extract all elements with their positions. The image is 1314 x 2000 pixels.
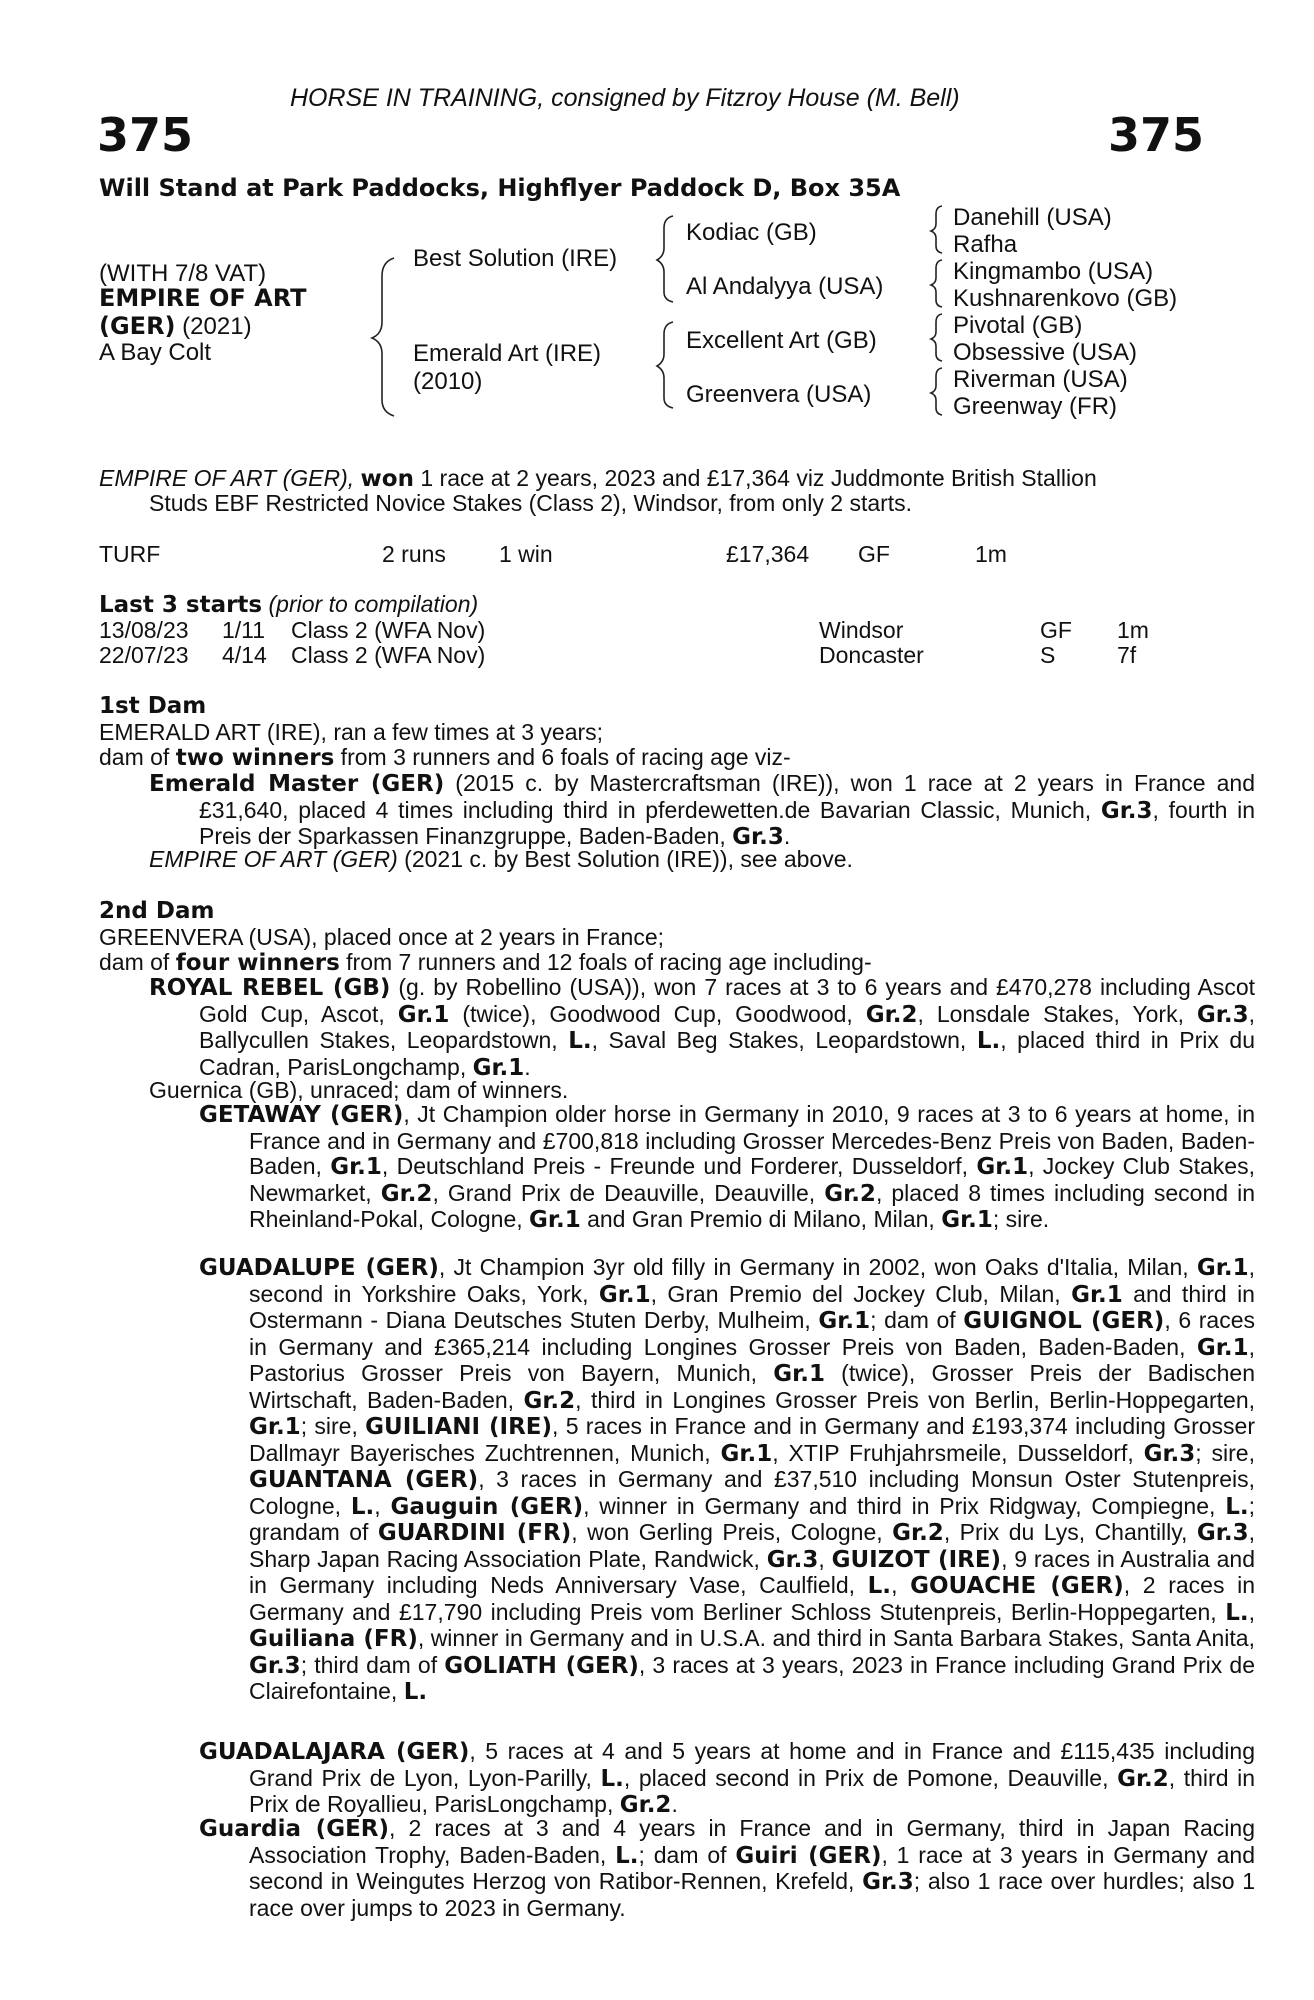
brace-g4 bbox=[931, 368, 942, 415]
first-dam-section bbox=[99, 694, 791, 772]
lot-number-right: 375 bbox=[1107, 108, 1204, 162]
first-dam-title: 1st Dam bbox=[99, 693, 207, 719]
sire-dam: Al Andalyya (USA) bbox=[686, 273, 884, 300]
grandsire-4: Riverman (USA) bbox=[953, 366, 1128, 393]
record-prize: £17,364 bbox=[726, 541, 810, 567]
brace-g1 bbox=[931, 206, 942, 253]
dam-sire: Excellent Art (GB) bbox=[686, 327, 877, 354]
progeny-guernica: Guernica (GB), unraced; dam of winners. bbox=[149, 1077, 569, 1103]
second-dam-section bbox=[99, 899, 872, 977]
summary-line-2: Studs EBF Restricted Novice Stakes (Class 2), Windsor, from only 2 starts. bbox=[149, 490, 913, 516]
record-runs: 2 runs bbox=[382, 541, 446, 567]
brace-g2 bbox=[931, 260, 942, 307]
last-starts-title: Last 3 starts bbox=[99, 592, 263, 618]
first-dam-winners: two winners bbox=[175, 745, 335, 771]
first-dam-dam-of: dam of bbox=[99, 744, 176, 770]
granddam-2: Kushnarenkovo (GB) bbox=[953, 285, 1178, 312]
brace-g3 bbox=[931, 314, 942, 361]
grandsire-3: Pivotal (GB) bbox=[953, 312, 1083, 339]
stand-location: Will Stand at Park Paddocks, Highflyer Paddock D, Box 35A bbox=[99, 174, 901, 202]
start-date: 13/08/23 bbox=[99, 617, 189, 643]
horse-description: A Bay Colt bbox=[99, 339, 212, 366]
start-course: Windsor bbox=[819, 617, 904, 643]
record-wins: 1 win bbox=[499, 541, 553, 567]
progeny-guadalupe: GUADALUPE (GER), Jt Champion 3yr old filly in Germany in 2002, won Oaks d'Italia, Milan, Gr.1, second in Yorkshire Oaks, York, Gr.1, Gran Premio del Jockey Club, Milan, Gr.1 and third in Ostermann - Diana Deutsches Stuten Derby, Mulheim, Gr.1; dam of GUIGNOL (GER), 6 races in Germany and £365,214 including Longines Grosser Preis von Baden, Baden-Baden, Gr.1, Pastorius Grosser Preis von Bayern, Munich, Gr.1 (twice), Grosser Preis der Badischen Wirtschaft, Baden-Baden, Gr.2, third in Longines Grosser Preis von Berlin, Berlin-Hoppegarten, Gr.1; sire, GUILIANI (IRE), 5 races in France and in Germany and £193,374 including Grosser Dallmayr Bayerisches Zuchtrennen, Munich, Gr.1, XTIP Fruhjahrsmeile, Dusseldorf, Gr.3; sire, GUANTANA (GER), 3 races in Germany and £37,510 including Monsun Oster Stutenpreis, Cologne, L., Gauguin (GER), winner in Germany and third in Prix Ridgway, Compiegne, L.; grandam of GUARDINI (FR), won Gerling Preis, Cologne, Gr.2, Prix du Lys, Chantilly, Gr.3, Sharp Japan Racing Association Plate, Randwick, Gr.3, GUIZOT (IRE), 9 races in Australia and in Germany including Neds Anniversary Vase, Caulfield, L., GOUACHE (GER), 2 races in Germany and £17,790 including Preis vom Berliner Schloss Stutenpreis, Berlin-Hoppegarten, L., Guiliana (FR), winner in Germany and in U.S.A. and third in Santa Barbara Stakes, Santa Anita, Gr.3; third dam of GOLIATH (GER), 3 races at 3 years, 2023 in France including Grand Prix de Clairefontaine, L. bbox=[199, 1254, 1256, 1705]
progeny-royal-rebel: ROYAL REBEL (GB) (g. by Robellino (USA)), won 7 races at 3 to 6 years and £470,278 including Ascot Gold Cup, Ascot, Gr.1 (twice), Goodwood Cup, Goodwood, Gr.2, Lonsdale Stakes, York, Gr.3, Ballycullen Stakes, Leopardstown, L., Saval Beg Stakes, Leopardstown, L., placed third in Prix du Cadran, ParisLongchamp, Gr.1. bbox=[149, 974, 1256, 1081]
horse-year: (2021) bbox=[175, 313, 252, 340]
horse-country: (GER) bbox=[99, 312, 176, 340]
summary-text: 1 race at 2 years, 2023 and £17,364 viz Juddmonte British Stallion bbox=[413, 465, 1097, 491]
start-class: Class 2 (WFA Nov) bbox=[291, 642, 486, 668]
second-dam-dam-of: dam of bbox=[99, 949, 176, 975]
sire-name: Best Solution (IRE) bbox=[413, 245, 618, 272]
progeny-emerald-master: Emerald Master (GER) (2015 c. by Mastercraftsman (IRE)), won 1 race at 2 years in France and £31,640, placed 4 times including third in pferdewetten.de Bavarian Classic, Munich, Gr.3, fourth in Preis der Sparkassen Finanzgruppe, Baden-Baden, Gr.3. bbox=[149, 770, 1255, 850]
first-dam-runners: from 3 runners and 6 foals of racing age viz- bbox=[334, 744, 791, 770]
progeny-guadalajara: GUADALAJARA (GER), 5 races at 4 and 5 years at home and in France and £115,435 including Grand Prix de Lyon, Lyon-Parilly, L., placed second in Prix de Pomone, Deauville, Gr.2, third in Prix de Royallieu, ParisLongchamp, Gr.2. bbox=[199, 1738, 1255, 1818]
brace-sire bbox=[657, 216, 673, 302]
second-dam-title: 2nd Dam bbox=[99, 898, 215, 924]
second-dam-line-1: GREENVERA (USA), placed once at 2 years in France; bbox=[99, 923, 665, 950]
progeny-getaway: GETAWAY (GER), Jt Champion older horse in Germany in 2010, 9 races at 3 to 6 years at home, in France and in Germany and £700,818 including Grosser Mercedes-Benz Preis von Baden, Baden-Baden, Gr.1, Deutschland Preis - Freunde und Forderer, Dusseldorf, Gr.1, Jockey Club Stakes, Newmarket, Gr.2, Grand Prix de Deauville, Deauville, Gr.2, placed 8 times including second in Rheinland-Pokal, Cologne, Gr.1 and Gran Premio di Milano, Milan, Gr.1; sire. bbox=[199, 1101, 1256, 1233]
second-dam-line-2 bbox=[99, 950, 872, 977]
lot-number-left: 375 bbox=[97, 108, 194, 162]
start-position: 4/14 bbox=[222, 642, 267, 668]
first-dam-line-2 bbox=[99, 745, 791, 772]
start-date: 22/07/23 bbox=[99, 642, 189, 668]
record-surface: TURF bbox=[99, 541, 161, 567]
granddam-1: Rafha bbox=[953, 231, 1018, 258]
start-distance: 1m bbox=[1117, 617, 1149, 643]
last-starts-note: (prior to compilation) bbox=[268, 591, 479, 617]
start-distance: 7f bbox=[1117, 642, 1137, 668]
grandsire-2: Kingmambo (USA) bbox=[953, 258, 1154, 285]
summary-won: won bbox=[360, 466, 414, 492]
progeny-guardia: Guardia (GER), 2 races at 3 and 4 years in France and in Germany, third in Japan Racing Association Trophy, Baden-Baden, L.; dam of Guiri (GER), 1 race at 3 years in Germany and second in Weingutes Herzog von Ratibor-Rennen, Krefeld, Gr.3; also 1 race over hurdles; also 1 race over jumps to 2023 in Germany. bbox=[199, 1815, 1255, 1921]
vat-note: (WITH 7/8 VAT) bbox=[99, 260, 267, 287]
start-going: GF bbox=[1040, 617, 1072, 643]
granddam-4: Greenway (FR) bbox=[953, 393, 1118, 420]
grandsire-1: Danehill (USA) bbox=[953, 204, 1112, 231]
dam-dam: Greenvera (USA) bbox=[686, 381, 872, 408]
start-course: Doncaster bbox=[819, 642, 924, 668]
brace-main bbox=[372, 258, 394, 416]
record-going: GF bbox=[858, 541, 890, 567]
summary-line-1 bbox=[99, 465, 1097, 492]
dam-year: (2010) bbox=[413, 368, 483, 395]
second-dam-winners: four winners bbox=[175, 950, 340, 976]
start-class: Class 2 (WFA Nov) bbox=[291, 617, 486, 643]
start-going: S bbox=[1040, 642, 1056, 668]
progeny-empire-of-art: EMPIRE OF ART (GER) (2021 c. by Best Solution (IRE)), see above. bbox=[149, 846, 853, 872]
summary-horse-name: EMPIRE OF ART (GER), bbox=[99, 465, 355, 491]
last-starts-heading bbox=[99, 591, 478, 618]
brace-dam bbox=[657, 322, 673, 408]
first-dam-line-1: EMERALD ART (IRE), ran a few times at 3 years; bbox=[99, 718, 604, 745]
record-distance: 1m bbox=[975, 541, 1007, 567]
catalogue-subtitle: HORSE IN TRAINING, consigned by Fitzroy House (M. Bell) bbox=[290, 84, 960, 112]
horse-name: EMPIRE OF ART bbox=[99, 284, 307, 312]
dam-name: Emerald Art (IRE) bbox=[413, 340, 602, 367]
granddam-3: Obsessive (USA) bbox=[953, 339, 1138, 366]
start-position: 1/11 bbox=[222, 617, 266, 643]
sire-sire: Kodiac (GB) bbox=[686, 219, 817, 246]
second-dam-runners: from 7 runners and 12 foals of racing age including- bbox=[339, 949, 872, 975]
